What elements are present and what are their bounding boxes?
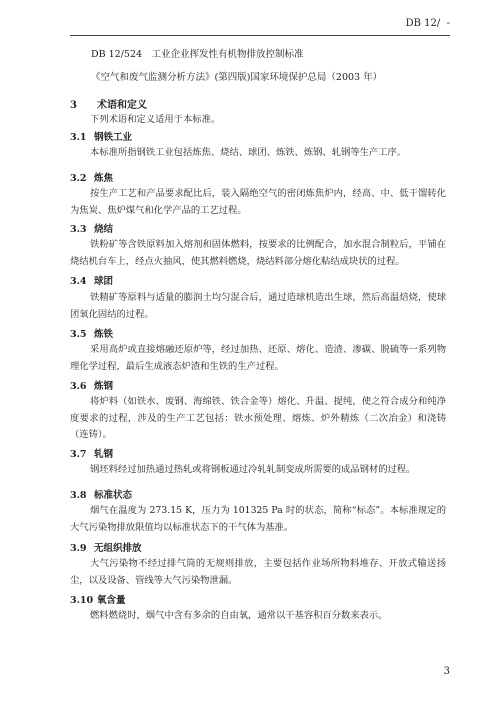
term-heading: [70, 221, 113, 235]
term-definition: 采用高炉或直接熔融还原炉等，经过加热、还原、熔化、造渣、渗碳、脱硫等一系列物理化学过程，最后生成液态炉渣和生铁的生产过程。: [70, 344, 446, 372]
term-definition: 钢坯料经过加热通过热轧或将钢板通过冷轧轧制变成所需要的成品钢材的过程。: [90, 464, 416, 475]
term-heading: [70, 129, 132, 143]
term-heading: [70, 540, 142, 554]
reference-2: 《空气和废气监测分析方法》(第四版)国家环境保护总局（2003 年）: [91, 72, 383, 83]
term-definition: 按生产工艺和产品要求配比后，装入隔绝空气的密闭炼焦炉内，经高、中、低干馏转化为焦炭、焦炉煤气和化学产品的工艺过程。: [70, 188, 446, 216]
term-heading: [70, 378, 113, 392]
term-number: 3.9: [70, 543, 87, 554]
term-heading: [70, 487, 132, 501]
section-heading: [70, 96, 147, 111]
section-number: 3: [70, 100, 77, 111]
term-number: 3.4: [70, 276, 87, 287]
term-definition: 大气污染物不经过排气筒的无规则排放，主要包括作业场所物料堆存、开放式输送扬尘，以及设备、管线等大气污染物泄漏。: [70, 558, 446, 586]
section-title: 术语和定义: [97, 100, 147, 111]
term-title: 氧含量: [97, 595, 126, 606]
term-heading: [70, 170, 113, 184]
term-title: 炼钢: [94, 381, 114, 392]
header-code: DB 12/ -: [405, 18, 450, 29]
term-number: 3.5: [70, 329, 87, 340]
reference-1: DB 12/524 工业企业挥发性有机物排放控制标准: [91, 49, 304, 60]
term-definition: 燃料燃烧时，烟气中含有多余的自由氧，通常以干基容积百分数来表示。: [90, 610, 388, 621]
term-number: 3.10: [70, 595, 94, 606]
term-heading: [70, 326, 113, 340]
term-heading: [70, 446, 113, 460]
page-number: 3: [443, 666, 450, 677]
term-number: 3.1: [70, 132, 87, 143]
term-number: 3.8: [70, 490, 87, 501]
term-number: 3.7: [70, 449, 87, 460]
term-definition: 本标准所指钢铁工业包括炼焦、烧结、球团、炼铁、炼钢、轧钢等生产工序。: [90, 147, 407, 158]
term-number: 3.3: [70, 224, 87, 235]
section-intro: 下列术语和定义适用于本标准。: [90, 114, 221, 125]
term-heading: [70, 273, 113, 287]
term-definition: 铁粉矿等含铁原料加入熔剂和固体燃料，按要求的比例配合，加水混合制粒后，平铺在烧结机台车上，经点火抽风，使其燃料燃烧，烧结料部分熔化粘结成块状的过程。: [70, 239, 446, 267]
term-definition: 烟气在温度为 273.15 K，压力为 101325 Pa 时的状态，简称“标态”。本标准规定的大气污染物排放限值均以标准状态下的干气体为基准。: [70, 505, 446, 533]
term-title: 标准状态: [94, 490, 133, 501]
term-number: 3.2: [70, 173, 87, 184]
term-definition: 将炉料（如铁水、废钢、海绵铁、铁合金等）熔化、升温、提纯，使之符合成分和纯净度要求的过程，涉及的生产工艺包括：铁水预处理、熔炼、炉外精炼（二次冶金）和浇铸（连铸）。: [70, 396, 446, 440]
term-title: 无组织排放: [94, 543, 142, 554]
term-number: 3.6: [70, 381, 87, 392]
term-title: 炼焦: [94, 173, 114, 184]
term-title: 钢铁工业: [94, 132, 133, 143]
term-title: 烧结: [94, 224, 114, 235]
header-rule: [70, 35, 450, 36]
term-title: 炼铁: [94, 329, 114, 340]
term-title: 球团: [94, 276, 114, 287]
term-title: 轧钢: [94, 449, 114, 460]
term-definition: 铁精矿等原料与适量的膨润土均匀混合后，通过造球机造出生球，然后高温焙烧，使球团氧化固结的过程。: [70, 292, 446, 320]
term-heading: [70, 592, 126, 606]
